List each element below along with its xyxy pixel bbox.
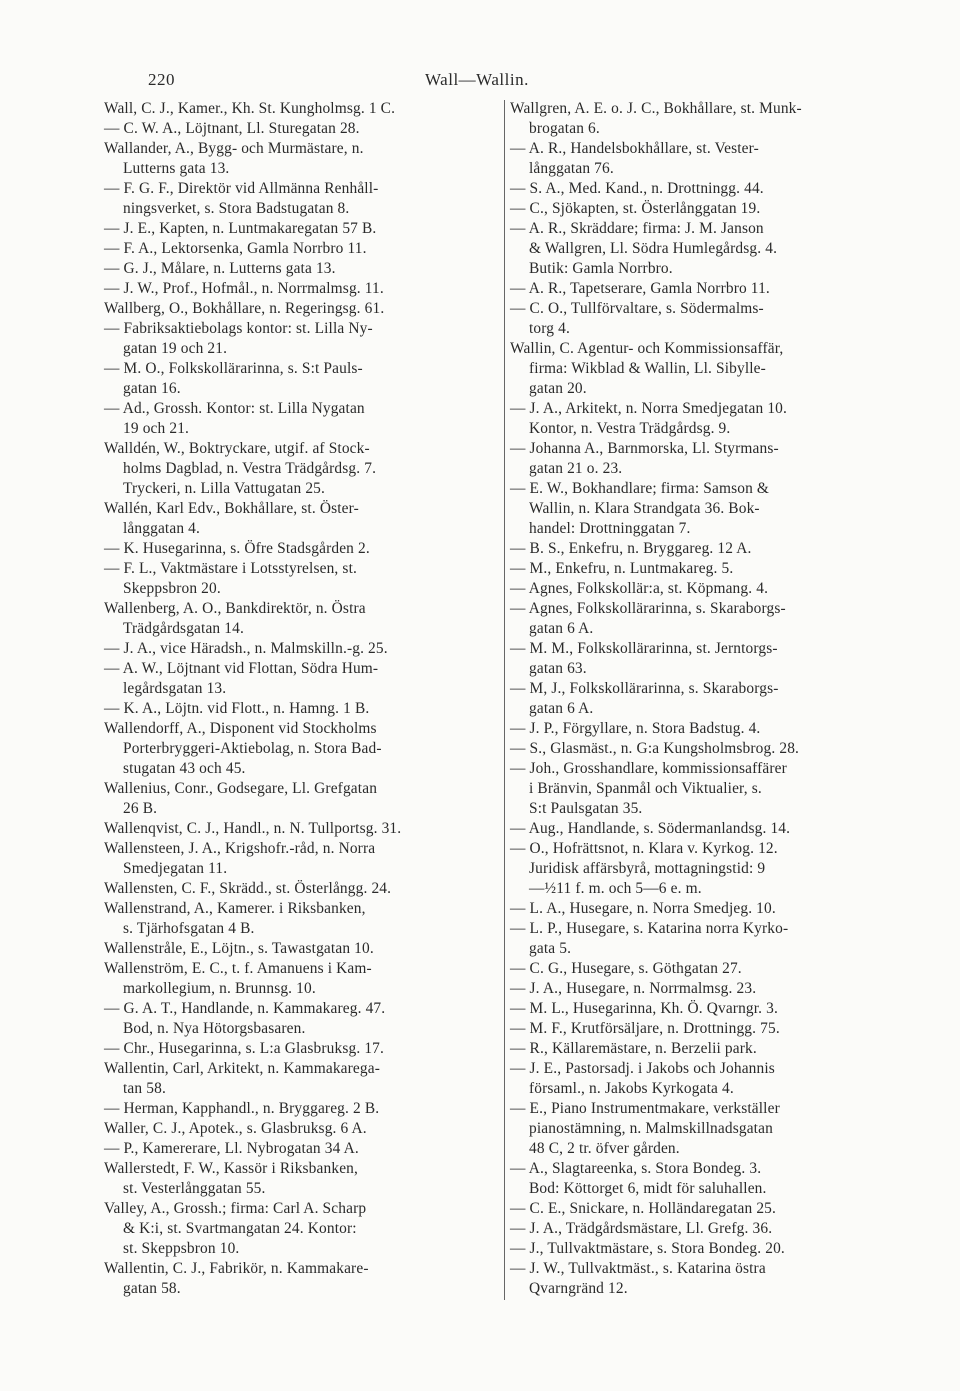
directory-entry-line: Wallerstedt, F. W., Kassör i Riksbanken, [104,1160,359,1177]
directory-entry-line: Butik: Gamla Norrbro. [529,260,673,277]
directory-entry-line: gatan 6 A. [529,700,594,717]
directory-entry-line: — Agnes, Folkskollärarinna, s. Skaraborgs- [510,600,786,617]
directory-entry-line: långgatan 4. [123,520,201,537]
page-number: 220 [148,70,175,89]
directory-entry-line: — P., Kamererare, Ll. Nybrogatan 34 A. [104,1140,359,1157]
directory-entry-line: — J. A., vice Häradsh., n. Malmskilln.-g. 25. [104,640,388,657]
directory-entry-line: Wallensteen, J. A., Krigshofr.-råd, n. Norra [104,840,376,857]
directory-entry-line: — F. L., Vaktmästare i Lotsstyrelsen, st. [104,560,357,577]
directory-entry-line: — J. A., Trädgårdsmästare, Ll. Grefg. 36. [510,1220,773,1237]
directory-entry-line: Bod: Köttorget 6, midt för saluhallen. [529,1180,767,1197]
directory-entry-line: & Wallgren, Ll. Södra Humlegårdsg. 4. [529,240,778,257]
directory-entry-line: — Herman, Kapphandl., n. Bryggareg. 2 B. [104,1100,380,1117]
directory-entry-line: Wallenstråle, E., Löjtn., s. Tawastgatan 10. [104,940,374,957]
directory-entry-line: Wallensten, C. F., Skrädd., st. Österlångg. 24. [104,880,392,897]
directory-entry-line: Lutterns gata 13. [123,160,230,177]
directory-entry-line: — J. W., Tullvaktmäst., s. Katarina östra [510,1260,766,1277]
directory-entry-line: — Johanna A., Barnmorska, Ll. Styrmans- [510,440,779,457]
directory-entry-line: 48 C, 2 tr. öfver gården. [529,1140,680,1157]
directory-entry-line: Walldén, W., Boktryckare, utgif. af Stock- [104,440,370,457]
directory-entry-line: Wall, C. J., Kamer., Kh. St. Kungholmsg. 1 C. [104,100,396,117]
directory-entry-line: — R., Källaremästare, n. Berzelii park. [510,1040,757,1057]
directory-entry-line: — A., Slagtareenka, s. Stora Bondeg. 3. [510,1160,762,1177]
directory-entry-line: 19 och 21. [123,420,190,437]
directory-entry-line: — C. W. A., Löjtnant, Ll. Sturegatan 28. [104,120,360,137]
directory-entry-line: Porterbryggeri-Aktiebolag, n. Stora Bad- [123,740,382,757]
directory-entry-line: — J. A., Arkitekt, n. Norra Smedjegatan 10. [510,400,788,417]
directory-entry-line: Wallendorff, A., Disponent vid Stockholms [104,720,377,737]
directory-entry-line: Juridisk affärsbyrå, mottagningstid: 9 [529,860,766,877]
directory-entry-line: — K. Husegarinna, s. Öfre Stadsgården 2. [104,540,370,557]
directory-entry-line: Tryckeri, n. Lilla Vattugatan 25. [123,480,326,497]
directory-entry-line: — J., Tullvaktmästare, s. Stora Bondeg. 20. [510,1240,785,1257]
directory-entry-line: Qvarngränd 12. [529,1280,628,1297]
directory-entry-line: Wallentin, Carl, Arkitekt, n. Kammakarega- [104,1060,381,1077]
directory-entry-line: firma: Wikblad & Wallin, Ll. Sibylle- [529,360,766,377]
directory-entry-line: — M. M., Folkskollärarinna, st. Jerntorgs- [510,640,778,657]
directory-entry-line: — A. R., Tapetserare, Gamla Norrbro 11. [510,280,770,297]
directory-entry-line: — A. R., Skräddare; firma: J. M. Janson [510,220,764,237]
directory-entry-line: Skeppsbron 20. [123,580,221,597]
directory-entry-line: — Joh., Grosshandlare, kommissionsaffärer [510,760,787,777]
directory-entry-line: i Bränvin, Spanmål och Viktualier, s. [529,780,762,797]
directory-entry-line: pianostämning, n. Malmskillnadsgatan [529,1120,773,1137]
directory-entry-line: — M. L., Husegarinna, Kh. Ö. Qvarngr. 3. [510,1000,779,1017]
directory-entry-line: holms Dagblad, n. Vestra Trädgårdsg. 7. [123,460,377,477]
directory-entry-line: Smedjegatan 11. [123,860,228,877]
directory-entry-line: S:t Paulsgatan 35. [529,800,643,817]
directory-entry-line: — O., Hofrättsnot, n. Klara v. Kyrkog. 12. [510,840,778,857]
directory-entry-line: — Agnes, Folkskollär:a, st. Köpmang. 4. [510,580,769,597]
directory-entry-line: Valley, A., Grossh.; firma: Carl A. Scharp [104,1200,367,1217]
directory-entry-line: Wallander, A., Bygg- och Murmästare, n. [104,140,364,157]
directory-entry-line: —½11 f. m. och 5—6 e. m. [529,880,702,897]
directory-entry-line: — E. W., Bokhandlare; firma: Samson & [510,480,770,497]
directory-entry-line: — J. E., Pastorsadj. i Jakobs och Johannis [510,1060,775,1077]
directory-entry-line: Trädgårdsgatan 14. [123,620,244,637]
directory-entry-line: gatan 21 o. 23. [529,460,623,477]
directory-entry-line: Wallenqvist, C. J., Handl., n. N. Tullportsg. 31. [104,820,402,837]
directory-entry-line: stugatan 43 och 45. [123,760,246,777]
directory-entry-line: Bod, n. Nya Hötorgsbasaren. [123,1020,306,1037]
directory-entry-line: Wallenius, Conr., Godsegare, Ll. Grefgatan [104,780,378,797]
directory-entry-line: handel: Drottninggatan 7. [529,520,691,537]
directory-entry-line: — G. A. T., Handlande, n. Kammakareg. 47. [104,1000,386,1017]
directory-entry-line: ningsverket, s. Stora Badstugatan 8. [123,200,350,217]
directory-entry-line: Wallin, C. Agentur- och Kommissionsaffär, [510,340,784,357]
directory-entry-line: — B. S., Enkefru, n. Bryggareg. 12 A. [510,540,752,557]
directory-entry-line: Wallenstrand, A., Kamerer. i Riksbanken, [104,900,366,917]
directory-entry-line: Wallenberg, A. O., Bankdirektör, n. Östra [104,600,366,617]
directory-entry-line: st. Vesterlånggatan 55. [123,1180,266,1197]
directory-entry-line: s. Tjärhofsgatan 4 B. [123,920,255,937]
directory-entry-line: — J. E., Kapten, n. Luntmakaregatan 57 B. [104,220,377,237]
directory-entry-line: brogatan 6. [529,120,600,137]
directory-entry-line: — J. A., Husegare, n. Norrmalmsg. 23. [510,980,757,997]
directory-entry-line: gatan 20. [529,380,587,397]
directory-entry-line: — C. G., Husegare, s. Göthgatan 27. [510,960,742,977]
directory-entry-line: gatan 6 A. [529,620,594,637]
directory-entry-line: Wallgren, A. E. o. J. C., Bokhållare, st. Munk- [510,100,802,117]
directory-entry-line: — C. E., Snickare, n. Holländaregatan 25. [510,1200,777,1217]
directory-entry-line: Wallin, n. Klara Strandgata 36. Bok- [529,500,760,517]
directory-entry-line: — E., Piano Instrumentmakare, verkställer [510,1100,780,1117]
directory-entry-line: — M. F., Krutförsäljare, n. Drottningg. 75. [510,1020,780,1037]
directory-entry-line: — Aug., Handlande, s. Södermanlandsg. 14. [510,820,791,837]
directory-entry-line: markollegium, n. Brunnsg. 10. [123,980,316,997]
left-column [104,99,504,1299]
directory-entry-line: & K:i, st. Svartmangatan 24. Kontor: [123,1220,357,1237]
directory-entry-line: Wallenström, E. C., t. f. Amanuens i Kam- [104,960,372,977]
directory-entry-line: — M, J., Folkskollärarinna, s. Skaraborgs- [510,680,779,697]
directory-entry-line: — C. O., Tullförvaltare, s. Södermalms- [510,300,764,317]
running-head: Wall—Wallin. [425,70,529,89]
directory-entry-line: gata 5. [529,940,572,957]
directory-entry-line: — M., Enkefru, n. Luntmakareg. 5. [510,560,734,577]
directory-entry-line: — J. W., Prof., Hofmål., n. Norrmalmsg. 11. [104,280,384,297]
directory-entry-line: — S., Glasmäst., n. G:a Kungsholmsbrog. 28. [510,740,800,757]
directory-entry-line: Waller, C. J., Apotek., s. Glasbruksg. 6 A. [104,1120,367,1137]
directory-entry-line: — S. A., Med. Kand., n. Drottningg. 44. [510,180,764,197]
column-divider [504,100,505,1300]
directory-entry-line: — A. R., Handelsbokhållare, st. Vester- [510,140,759,157]
directory-entry-line: torg 4. [529,320,570,337]
directory-entry-line: — F. A., Lektorsenka, Gamla Norrbro 11. [104,240,367,257]
right-column [510,99,946,1299]
directory-entry-line: tan 58. [123,1080,166,1097]
directory-entry-line: — L. A., Husegare, n. Norra Smedjeg. 10. [510,900,776,917]
directory-entry-line: Wallberg, O., Bokhållare, n. Regeringsg. 61. [104,300,385,317]
directory-entry-line: Wallén, Karl Edv., Bokhållare, st. Öster- [104,500,359,517]
directory-entry-line: — M. O., Folkskollärarinna, s. S:t Pauls- [104,360,363,377]
directory-entry-line: gatan 63. [529,660,587,677]
directory-entry-line: långgatan 76. [529,160,614,177]
directory-entry-line: legårdsgatan 13. [123,680,227,697]
directory-entry-line: gatan 19 och 21. [123,340,228,357]
directory-entry-line: — L. P., Husegare, s. Katarina norra Kyrko- [510,920,789,937]
directory-entry-line: — Fabriksaktiebolags kontor: st. Lilla Ny- [104,320,373,337]
directory-entry-line: — F. G. F., Direktör vid Allmänna Renhåll- [104,180,379,197]
directory-entry-line: — Chr., Husegarinna, s. L:a Glasbruksg. 17. [104,1040,385,1057]
directory-entry-line: församl., n. Jakobs Kyrkogata 4. [529,1080,734,1097]
directory-entry-line: — A. W., Löjtnant vid Flottan, Södra Hum- [104,660,379,677]
directory-entry-line: gatan 58. [123,1280,181,1297]
directory-entry-line: — J. P., Förgyllare, n. Stora Badstug. 4. [510,720,761,737]
directory-entry-line: Kontor, n. Vestra Trädgårdsg. 9. [529,420,731,437]
directory-entry-line: — G. J., Målare, n. Lutterns gata 13. [104,260,336,277]
directory-entry-line: 26 B. [123,800,158,817]
directory-entry-line: st. Skeppsbron 10. [123,1240,240,1257]
directory-entry-line: Wallentin, C. J., Fabrikör, n. Kammakare- [104,1260,369,1277]
directory-entry-line: — C., Sjökapten, st. Österlånggatan 19. [510,200,761,217]
directory-entry-line: — Ad., Grossh. Kontor: st. Lilla Nygatan [104,400,365,417]
directory-entry-line: gatan 16. [123,380,181,397]
directory-entry-line: — K. A., Löjtn. vid Flott., n. Hamng. 1 B. [104,700,370,717]
